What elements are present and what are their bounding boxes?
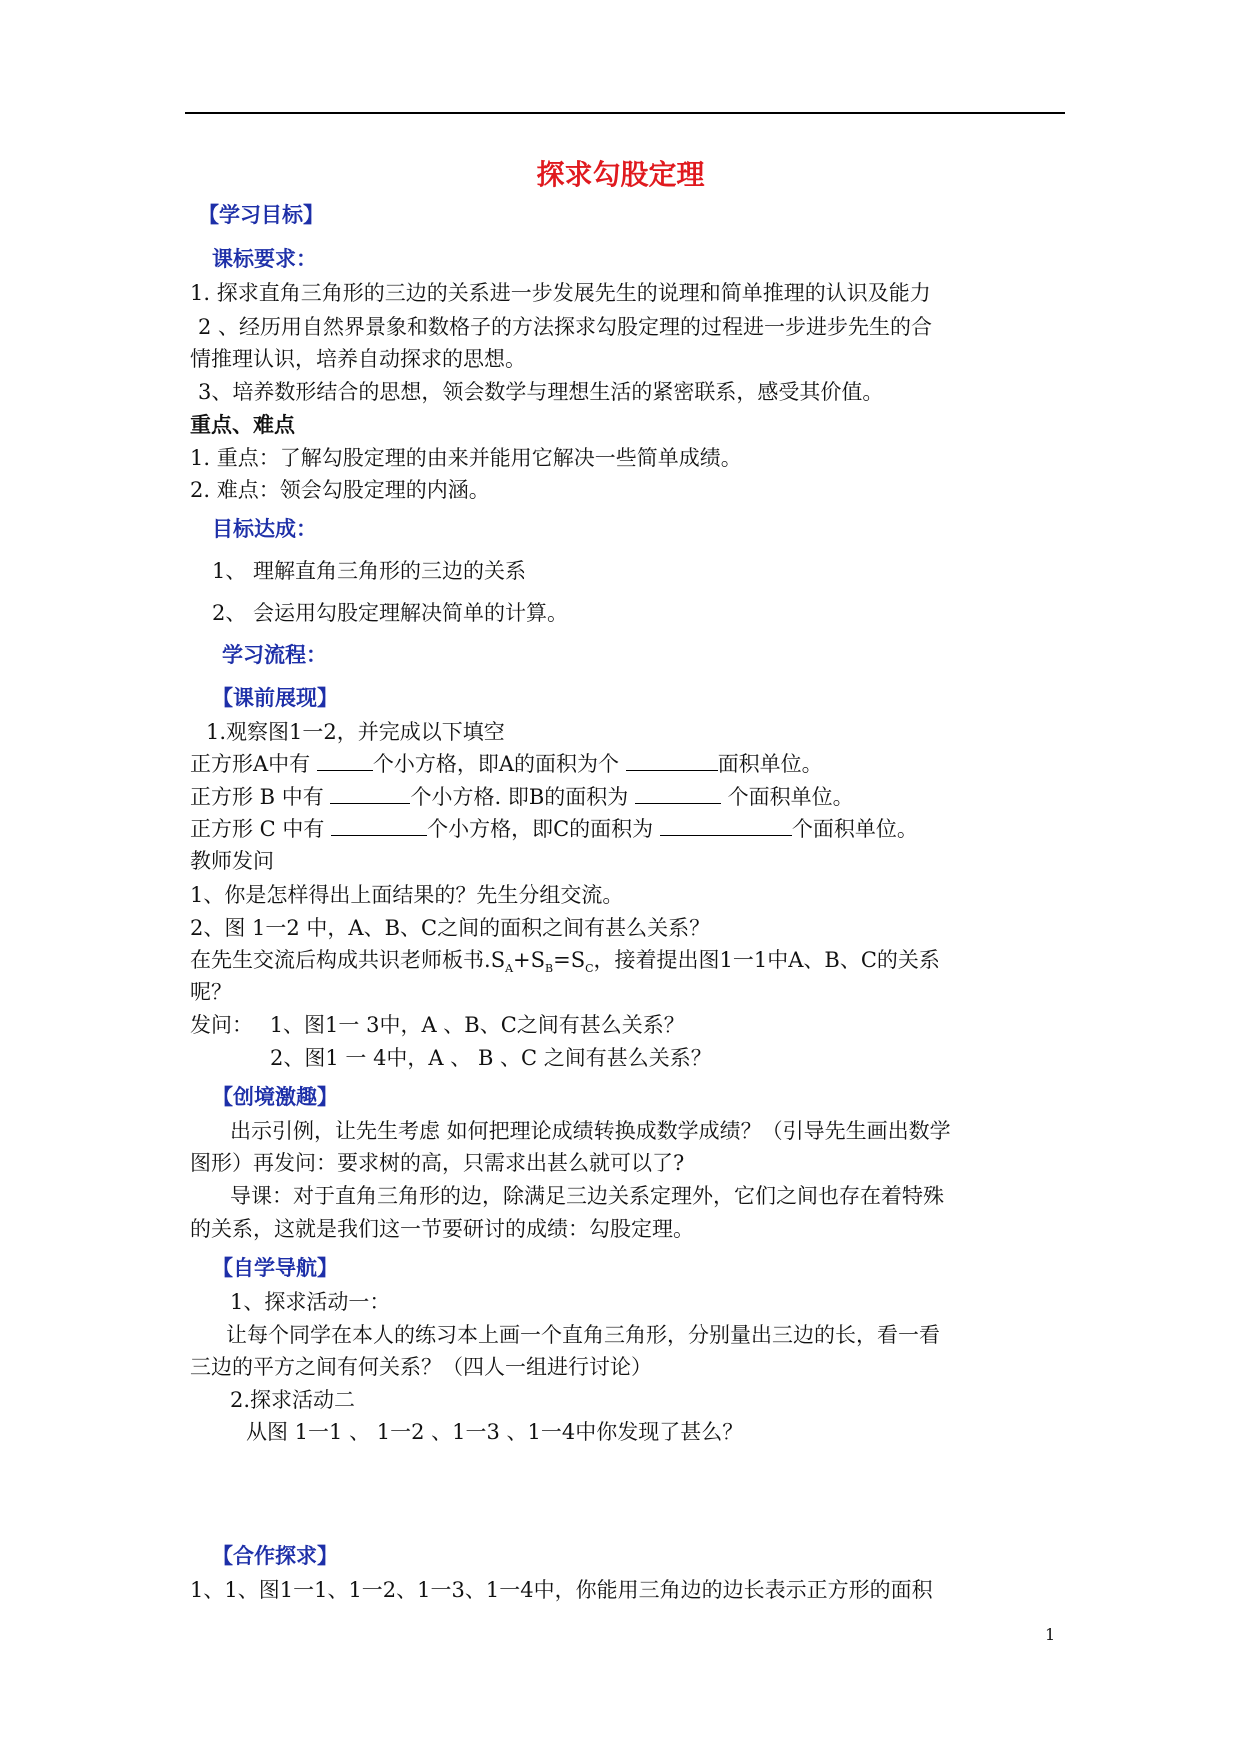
blank-b-area[interactable] (635, 783, 721, 804)
formula-sb: $S_B$ (530, 948, 554, 976)
activity-1-title: 1、探求活动一： (230, 1290, 391, 1314)
goal-item-2: 2、 会运用勾股定理解决简单的计算。 (212, 601, 569, 625)
blank-a-count[interactable] (317, 750, 373, 771)
blank-c-area[interactable] (660, 815, 792, 836)
activity-1-line-1: 让每个同学在本人的练习本上画一个直角三角形，分别量出三边的长，看一看 (226, 1323, 940, 1347)
teacher-question-label: 教师发问 (190, 849, 274, 873)
summary-line (190, 945, 940, 984)
page-title: 探求勾股定理 (536, 158, 705, 191)
goal-item-1: 1、 理解直角三角形的三边的关系 (212, 559, 527, 583)
activity-2-line: 从图 1一1 、 1一2 、1一3 、1一4中你发现了甚么？ (246, 1420, 744, 1444)
heading-cooperation: 【合作探求】 (212, 1544, 338, 1568)
square-a-text-3: 面积单位。 (717, 752, 823, 776)
heading-key-points: 重点、难点 (190, 413, 295, 437)
heading-curriculum-requirements: 课标要求： (212, 247, 317, 271)
cooperation-line-1: 1、1、图1一1、1一2、1一3、1一4中，你能用三角边的边长表示正方形的面积 (190, 1578, 933, 1602)
key-point-1: 1. 重点：了解勾股定理的由来并能用它解决一些简单成绩。 (190, 446, 742, 470)
page-number: 1 (1045, 1625, 1056, 1644)
heading-goal-achievement: 目标达成： (212, 517, 317, 541)
activity-1-line-2: 三边的平方之间有何关系？（四人一组进行讨论） (190, 1355, 652, 1379)
ask-line-1 (190, 1010, 685, 1040)
requirement-2a: 2 、经历用自然界景象和数格子的方法探求勾股定理的过程进一步进步先生的合 (198, 315, 933, 339)
heading-learning-process: 学习流程： (222, 643, 327, 667)
formula-sc: $S_C$ (570, 948, 594, 976)
square-b-line (190, 782, 854, 812)
requirement-3: 3、培养数形结合的思想，领会数学与理想生活的紧密联系，感受其价值。 (198, 380, 884, 404)
square-c-text-2: 个小方格，即C的面积为 (427, 817, 660, 841)
square-a-line (190, 749, 823, 779)
ask-item-1: 1、图1一 3中，A 、B、C之间有甚么关系？ (269, 1013, 685, 1037)
blank-a-area[interactable] (626, 750, 718, 771)
ask-item-2: 2、图1 一 4中，A 、 B 、C 之间有甚么关系？ (270, 1046, 712, 1070)
heading-learning-goals: 【学习目标】 (198, 203, 324, 227)
question-1: 1、你是怎样得出上面结果的？先生分组交流。 (190, 883, 624, 907)
question-2: 2、图 1一2 中，A、B、C之间的面积之间有甚么关系？ (190, 916, 711, 940)
scenario-line-1: 出示引例，让先生考虑 如何把理论成绩转换成数学成绩？（引导先生画出数学 (230, 1119, 951, 1143)
key-point-2: 2. 难点：领会勾股定理的内涵。 (190, 478, 490, 502)
square-b-text-1: 正方形 B 中有 (190, 785, 331, 809)
scenario-line-3: 导课：对于直角三角形的边，除满足三边关系定理外，它们之间也存在着特殊 (230, 1184, 944, 1208)
scenario-line-2: 图形）再发问：要求树的高，只需求出甚么就可以了? (190, 1151, 685, 1175)
square-b-text-3: 个面积单位。 (720, 785, 854, 809)
heading-scenario: 【创境激趣】 (212, 1085, 338, 1109)
heading-preclass: 【课前展现】 (212, 686, 338, 710)
summary-end: 呢？ (190, 980, 232, 1004)
requirement-2b: 情推理认识，培养自动探求的思想。 (190, 347, 526, 371)
formula-sa: $S_A$ (490, 948, 514, 976)
observe-instruction: 1.观察图1一2，并完成以下填空 (206, 720, 505, 744)
requirement-1: 1. 探求直角三角形的三边的关系进一步发展先生的说理和简单推理的认识及能力 (190, 281, 931, 305)
square-a-text-1: 正方形A中有 (190, 752, 317, 776)
square-c-text-1: 正方形 C 中有 (190, 817, 332, 841)
square-b-text-2: 个小方格. 即B的面积为 (410, 785, 635, 809)
summary-text-b: ，接着提出图1一1中A、B、C的关系 (593, 948, 940, 972)
blank-c-count[interactable] (331, 815, 427, 836)
ask-label: 发问： (190, 1013, 253, 1037)
formula-plus: + (513, 948, 531, 972)
square-a-text-2: 个小方格，即A的面积为个 (372, 752, 626, 776)
square-c-line (190, 814, 918, 844)
header-rule (185, 112, 1065, 114)
scenario-line-4: 的关系，这就是我们这一节要研讨的成绩：勾股定理。 (190, 1217, 694, 1241)
square-c-text-3: 个面积单位。 (791, 817, 918, 841)
heading-self-study: 【自学导航】 (212, 1256, 338, 1280)
activity-2-title: 2.探求活动二 (230, 1388, 356, 1412)
blank-b-count[interactable] (330, 783, 410, 804)
formula-equals: = (553, 948, 571, 972)
summary-text-a: 在先生交流后构成共识老师板书. (190, 948, 491, 972)
